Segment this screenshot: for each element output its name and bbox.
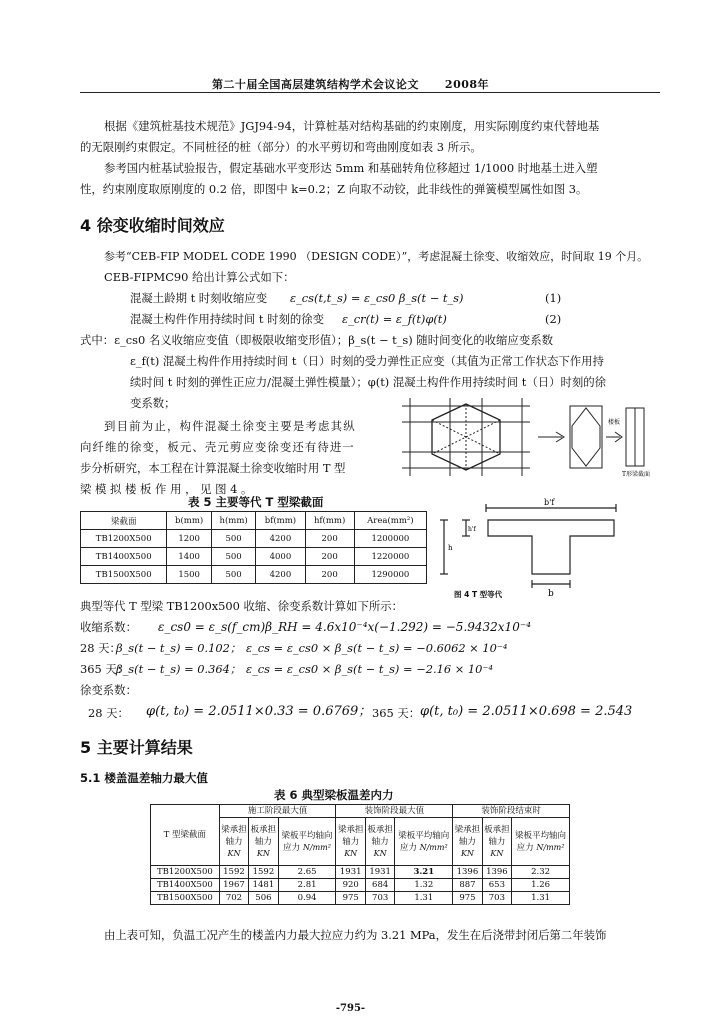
table6-sub: 梁承担轴力 (454, 824, 481, 847)
intro-p1-line2: 的无限刚约束假定。不同桩径的桩（部分）的水平剪切和弯曲刚度如表 3 所示。 (80, 140, 482, 154)
where-line1: 式中：ε_cs0 名义收缩应变值（即极限收缩变形值）；β_s(t − t_s) 随时间变化的收缩应变系数 (80, 333, 553, 347)
table-row (81, 566, 427, 584)
table6-sub: 梁板平均轴向应力 (398, 830, 450, 853)
table6-cell: 703 (365, 892, 394, 905)
table5-cell: 4000 (256, 548, 305, 566)
table-row (81, 530, 427, 548)
table6-cell: 684 (365, 879, 394, 892)
table5-cell: 200 (305, 530, 354, 548)
table6-cell: 1481 (249, 879, 278, 892)
table6-sub: 板承担轴力 (367, 824, 393, 847)
table6-sub: 梁承担轴力 (337, 824, 364, 847)
table6-cell: TB1400X500 (151, 879, 220, 892)
formula2: ε_cr(t) = ε_f(t)φ(t) (342, 312, 447, 326)
table5-cell: 1200 (167, 530, 211, 548)
table5-cell: 1220000 (354, 548, 426, 566)
table6-cell: 1592 (249, 866, 278, 879)
formula2-number: (2) (545, 312, 562, 326)
creep-label: 徐变系数： (80, 683, 137, 697)
table5-cell: 200 (305, 548, 354, 566)
table5-cell: 1200000 (354, 530, 426, 548)
where-line3: 续时间 t 时刻的弹性正应力/混凝土弹性模量）；φ(t) 混凝土构件作用持续时间 t（日）时刻的徐 (130, 375, 607, 389)
table5-cell: TB1500X500 (81, 566, 167, 584)
table5-cell: 500 (211, 530, 255, 548)
table6-cell: 3.21 (395, 866, 453, 879)
table5-header: hf(mm) (305, 512, 354, 530)
formula1-number: (1) (545, 291, 562, 305)
table6-cell: 703 (482, 892, 511, 905)
table6-cell: TB1200X500 (151, 866, 220, 879)
table5-header: b(mm) (167, 512, 211, 530)
diagram-slab-label: 楼板 (608, 419, 621, 426)
page-number: -795- (335, 1003, 366, 1014)
tsection-b-label: b (548, 589, 554, 599)
table6-unit: KN (256, 848, 270, 858)
table6-caption: 表 6 典型梁板温差内力 (274, 788, 394, 802)
table6-sub: 梁板平均轴向应力 (515, 830, 567, 853)
table6-unit: KN (373, 848, 387, 858)
table6-cell: 1967 (219, 879, 248, 892)
tsection-h-label: h (448, 544, 453, 552)
table6-group: 施工阶段最大值 (219, 805, 336, 818)
table-row (81, 548, 427, 566)
table6-unit: N/mm² (302, 842, 331, 852)
table6-group: 装饰阶段最大值 (336, 805, 453, 818)
table5-cell: TB1400X500 (81, 548, 167, 566)
table6-cell: 2.32 (512, 866, 570, 879)
table6-cell: 975 (336, 892, 365, 905)
running-header (0, 76, 701, 92)
table5-header-row (81, 512, 427, 530)
table5-header: bf(mm) (256, 512, 305, 530)
creep28-label: 28 天： (88, 706, 129, 720)
table5-cell: 500 (211, 566, 255, 584)
slab-tbeam-diagram (400, 396, 650, 478)
table6-cell: 1.31 (395, 892, 453, 905)
table6-cell: 2.65 (278, 866, 336, 879)
table6-cell: 1931 (365, 866, 394, 879)
table6-sub: 板承担轴力 (250, 824, 277, 847)
table5-caption: 表 5 主要等代 T 型梁截面 (188, 495, 324, 509)
table6-cell: 1.26 (512, 879, 570, 892)
table5-cell: 200 (305, 566, 354, 584)
formula1: ε_cs(t,t_s) = ε_cs0 β_s(t − t_s) (290, 291, 464, 305)
table6-unit: N/mm² (536, 842, 565, 852)
creep365-equation: φ(t, t₀) = 2.0511×0.698 = 2.543 (420, 704, 633, 719)
shrink-label: 收缩系数： (80, 620, 137, 634)
table6-unit: N/mm² (419, 842, 448, 852)
table6-cell: 1396 (453, 866, 482, 879)
table6-cell: 1396 (482, 866, 511, 879)
tsection-bf-label: b'f (544, 498, 555, 507)
table5-cell: 500 (211, 548, 255, 566)
table6-cell: 887 (453, 879, 482, 892)
table6-rowhead: T 型梁截面 (151, 805, 220, 866)
d365-beta: β_s(t − t_s) = 0.364； (116, 662, 242, 676)
table6 (150, 804, 570, 905)
tsection-hf-label: h'f (468, 526, 476, 533)
header-rule (80, 92, 660, 93)
table6-cell: 1.31 (512, 892, 570, 905)
subsection-5-1-title: 5.1 楼盖温差轴力最大值 (80, 771, 208, 785)
creep365-label: 365 天： (372, 706, 421, 720)
table6-cell: 1.32 (395, 879, 453, 892)
table6-cell: 1592 (219, 866, 248, 879)
table5-cell: 1400 (167, 548, 211, 566)
table-row (151, 879, 570, 892)
table5-cell: TB1200X500 (81, 530, 167, 548)
intro-p2-line2: 性，约束刚度取原刚度的 0.2 倍，即图中 k=0.2；Z 向取不动铰，此非线性的弹簧模型属性如图 3。 (80, 182, 588, 196)
table6-cell: 2.81 (278, 879, 336, 892)
table5-header: h(mm) (211, 512, 255, 530)
table6-cell: TB1500X500 (151, 892, 220, 905)
where-line4: 变系数； (130, 396, 176, 410)
para-line4: 梁 模 拟 楼 板 作 用 ， 见 图 4 。 (80, 482, 253, 496)
para-line2: 向纤维的徐变，板元、壳元剪应变徐变还有待进一 (80, 440, 355, 454)
d28-beta: β_s(t − t_s) = 0.102； (116, 641, 242, 655)
table6-cell: 975 (453, 892, 482, 905)
table6-unit: KN (344, 848, 358, 858)
table5-header: 梁截面 (81, 512, 167, 530)
table5-cell: 1500 (167, 566, 211, 584)
section-5-title: 5 主要计算结果 (80, 738, 193, 757)
formula1-label: 混凝土龄期 t 时刻收缩应变 (130, 291, 268, 305)
sec4-line1: 参考“CEB-FIP MODEL CODE 1990 （DESIGN CODE）”，考虑混凝土徐变、收缩效应，时间取 19 个月。 (104, 250, 649, 263)
formula2-label: 混凝土构件作用持续时间 t 时刻的徐变 (130, 312, 325, 326)
calc-intro: 典型等代 T 型梁 TB1200x500 收缩、徐变系数计算如下所示： (80, 599, 404, 613)
para-line3: 步分析研究，本工程在计算混凝土徐变收缩时用 T 型 (80, 461, 346, 475)
table6-sub: 板承担轴力 (484, 824, 510, 847)
table5-header: Area(mm²) (354, 512, 426, 530)
table6-cell: 0.94 (278, 892, 336, 905)
intro-p2-line1: 参考国内桩基试验报告，假定基础水平变形达 5mm 和基础转角位移超过 1/1000 时地基土进入塑 (104, 161, 598, 175)
table6-sub: 梁板平均轴向应力 (281, 830, 333, 853)
table5-cell: 4200 (256, 530, 305, 548)
section-4-title: 4 徐变收缩时间效应 (80, 216, 225, 235)
header-year: 2008年 (444, 78, 490, 91)
table6-cell: 1931 (336, 866, 365, 879)
table6-group-row (151, 805, 570, 818)
table-row (151, 892, 570, 905)
t-section-figure (440, 496, 640, 600)
table6-group: 装饰阶段结束时 (453, 805, 570, 818)
d28-equation: ε_cs = ε_cs0 × β_s(t − t_s) = −0.6062 × 10⁻⁴ (246, 641, 508, 655)
para-line1: 到目前为止，构件混凝土徐变主要是考虑其纵 (104, 419, 356, 433)
figure4-caption: 图 4 T 型等代 (454, 590, 503, 599)
final-paragraph: 由上表可知，负温工况产生的楼盖内力最大拉应力约为 3.21 MPa，发生在后浇带封闭后第二年装饰 (104, 928, 607, 942)
d365-label: 365 天： (80, 662, 129, 676)
table6-sub: 梁承担轴力 (221, 824, 247, 847)
table6-cell: 920 (336, 879, 365, 892)
intro-p1-line1: 根据《建筑桩基技术规范》JGJ94-94，计算桩基对结构基础的约束刚度，用实际刚度约束代替地基 (104, 119, 600, 133)
where-line2: ε_f(t) 混凝土构件作用持续时间 t（日）时刻的受力弹性正应变（其值为正常工作状态下作用持 (130, 354, 604, 368)
table5 (80, 511, 427, 584)
shrink-equation: ε_cs0 = ε_s(f_cm)β_RH = 4.6x10⁻⁴x(−1.292) = −5.9432x10⁻⁴ (158, 620, 531, 634)
table6-unit: KN (490, 848, 504, 858)
d365-equation: ε_cs = ε_cs0 × β_s(t − t_s) = −2.16 × 10⁻⁴ (246, 662, 493, 676)
header-title: 第二十届全国高层建筑结构学术会议论文 (211, 78, 419, 91)
sec4-line2: CEB-FIPMC90 给出计算公式如下： (104, 270, 295, 284)
table5-cell: 1290000 (354, 566, 426, 584)
table6-cell: 506 (249, 892, 278, 905)
table6-unit: KN (460, 848, 474, 858)
table5-cell: 4200 (256, 566, 305, 584)
creep28-equation: φ(t, t₀) = 2.0511×0.33 = 0.6769； (146, 704, 372, 719)
table-row (151, 866, 570, 879)
table6-cell: 702 (219, 892, 248, 905)
d28-label: 28 天： (80, 641, 121, 655)
table6-unit: KN (227, 848, 241, 858)
table6-cell: 653 (482, 879, 511, 892)
diagram-tbeam-label: T形梁截面 (622, 471, 650, 478)
